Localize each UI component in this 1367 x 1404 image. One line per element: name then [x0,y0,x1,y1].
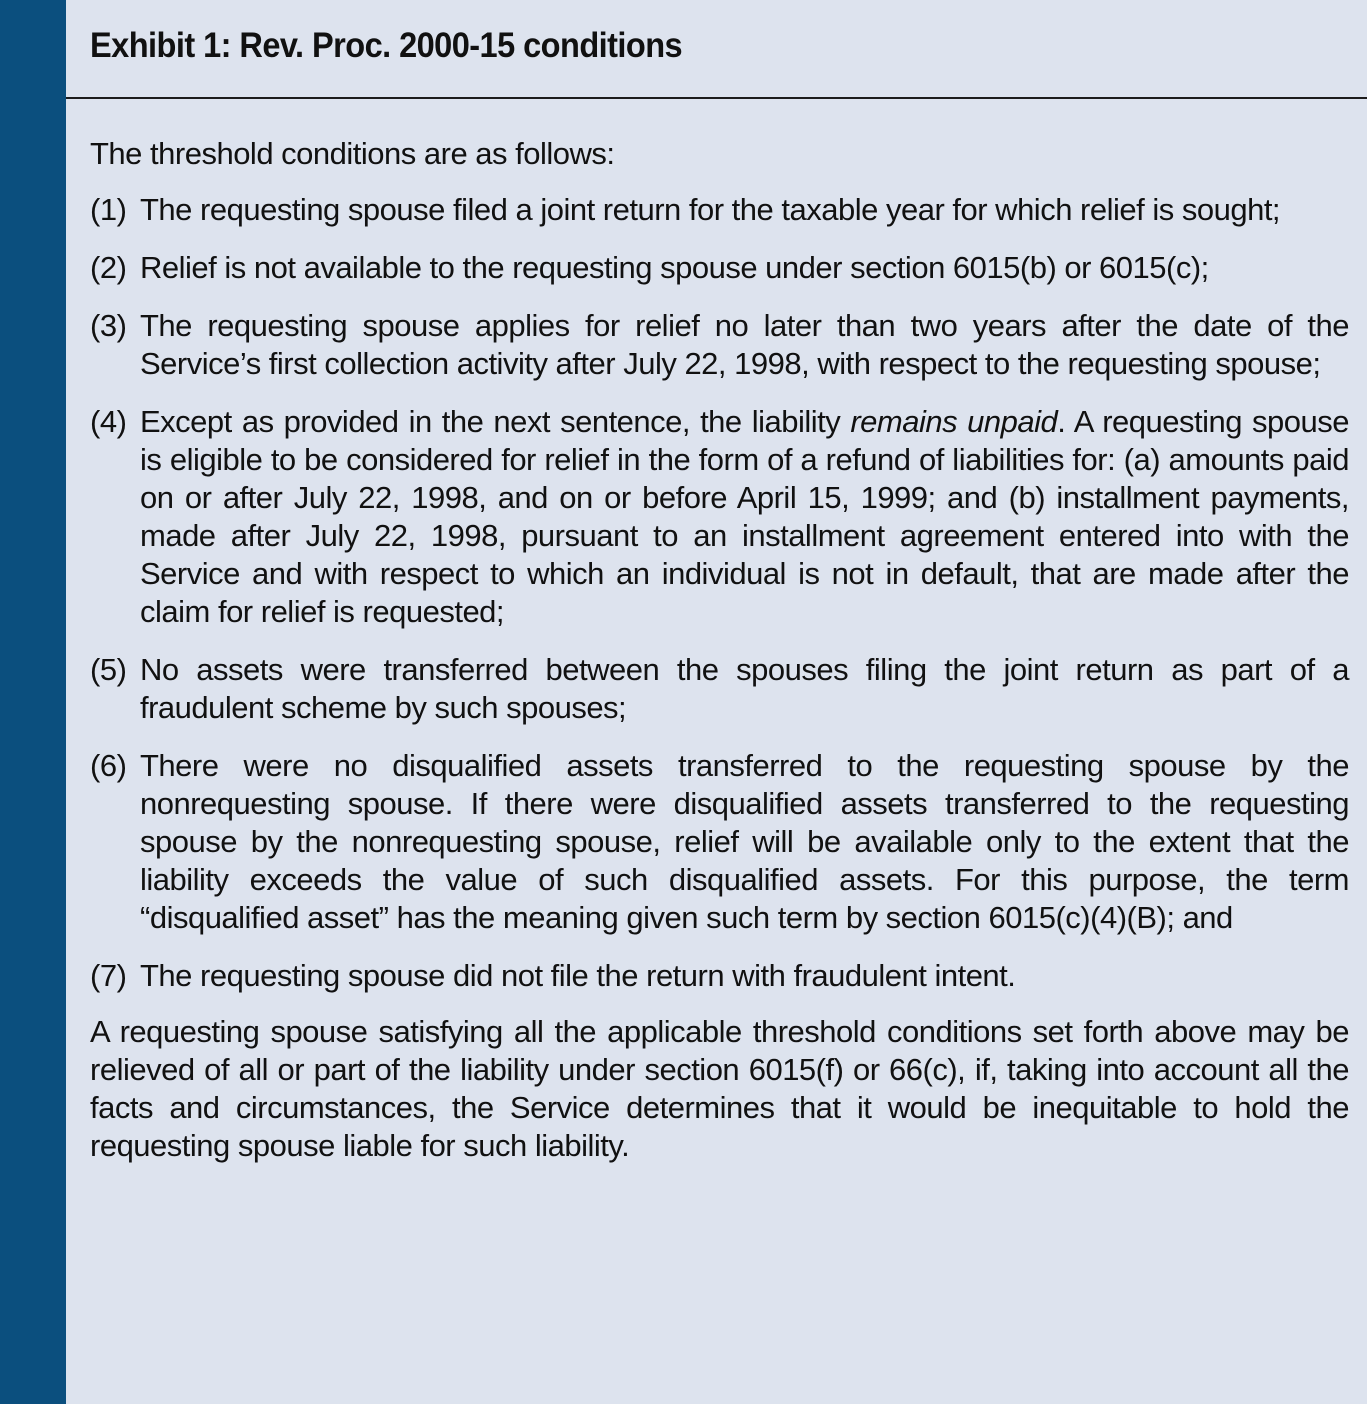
exhibit-body [66,99,1367,1165]
condition-number: (1) [90,192,127,227]
side-accent-bar [0,0,66,1404]
condition-number: (2) [90,250,127,285]
condition-number: (3) [90,308,127,343]
condition-text: The requesting spouse did not file the return with fraudulent intent. [140,958,1016,993]
condition-number: (6) [90,748,127,783]
condition-text-end: . A requesting spouse is eligible to be considered for relief in the form of a refund of liabilities for: (a) amounts paid on or after July 22, 1998, and on or before April 15, 1999; and (b) installment payments, made after July 22, 1998, pursuant to an installment agreement entered into with the Service and with respect to which an individual is not in default, that are made after the claim for relief is requested; [140,404,1350,629]
condition-item-7 [90,957,1349,995]
condition-item-4 [90,403,1349,631]
emphasis-text: remains unpaid [850,404,1058,439]
condition-item-2 [90,249,1349,287]
exhibit-title: Exhibit 1: Rev. Proc. 2000-15 conditions [90,25,683,65]
condition-item-5 [90,651,1349,727]
condition-item-1 [90,191,1349,229]
condition-item-3 [90,307,1349,383]
condition-number: (4) [90,404,127,439]
exhibit-panel [66,0,1367,1404]
condition-text-start: Except as provided in the next sentence, the liability [140,404,851,439]
condition-text: There were no disqualified assets transferred to the requesting spouse by the nonrequesting spouse. If there were disqualified assets transferred to the requesting spouse by the nonrequesting spouse, relief will be available only to the extent that the liability exceeds the value of such disqualified assets. For this purpose, the term “disqualified asset” has the meaning given such term by section 6015(c)(4)(B); and [140,748,1349,935]
condition-text: No assets were transferred between the spouses filing the joint return as part of a fraudulent scheme by such spouses; [140,652,1349,725]
condition-item-6 [90,747,1349,937]
conditions-list [90,191,1349,995]
condition-text: Relief is not available to the requesting spouse under section 6015(b) or 6015(c); [140,250,1209,285]
condition-number: (7) [90,958,127,993]
exhibit-header [66,0,1367,99]
intro-text: The threshold conditions are as follows: [90,136,615,171]
condition-text: The requesting spouse filed a joint return for the taxable year for which relief is sought; [140,192,1281,227]
condition-text: The requesting spouse applies for relief no later than two years after the date of the Service’s first collection activity after July 22, 1998, with respect to the requesting spouse; [140,308,1349,381]
condition-number: (5) [90,652,127,687]
conclusion-text: A requesting spouse satisfying all the applicable threshold conditions set forth above may be relieved of all or part of the liability under section 6015(f) or 66(c), if, taking into account all the facts and circumstances, the Service determines that it would be inequitable to hold the requesting spouse liable for such liability. [90,1014,1349,1163]
condition-text [140,403,1349,631]
